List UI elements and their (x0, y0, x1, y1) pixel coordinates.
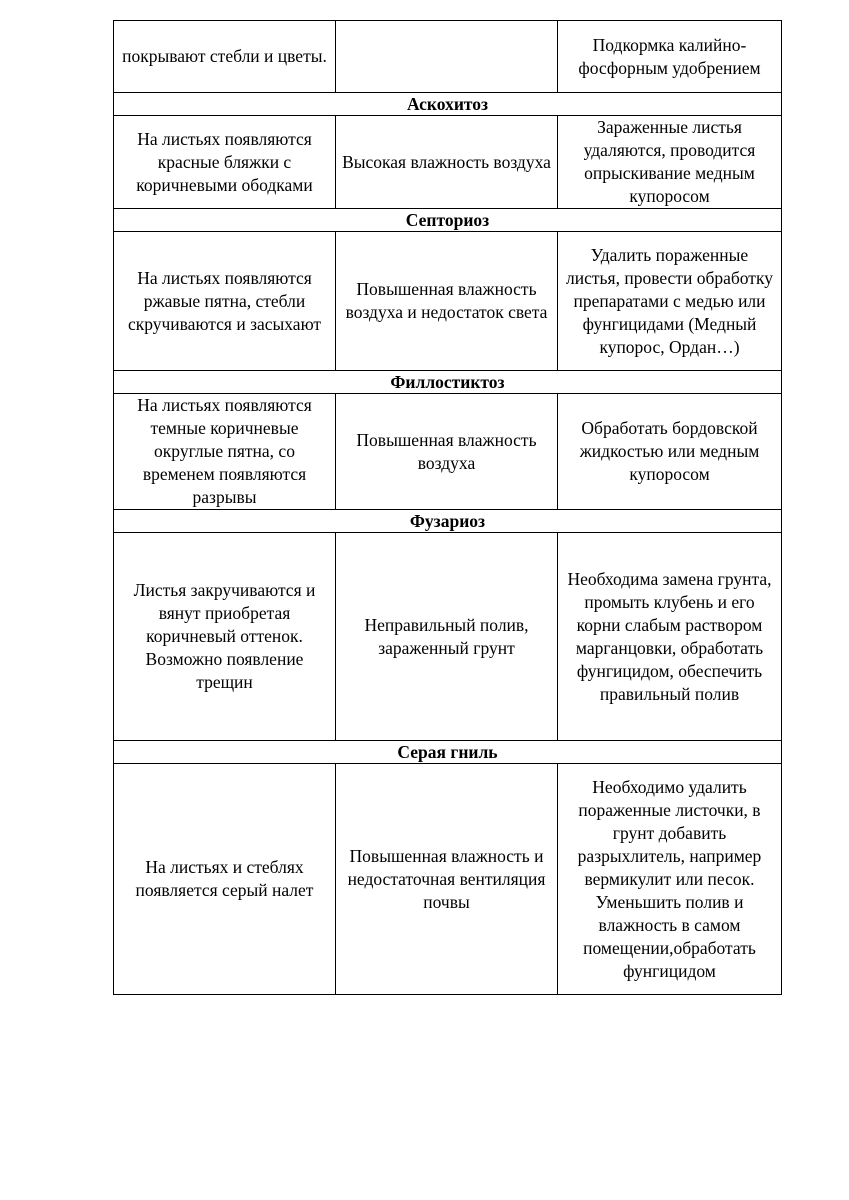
symptoms-cell: На листьях и стеблях появляется серый налет (114, 764, 336, 995)
treatment-cell: Необходимо удалить пораженные листочки, в грунт добавить разрыхлитель, например вермикулит или песок. Уменьшить полив и влажность в самом помещении,обработать фунгицидом (558, 764, 782, 995)
causes-cell: Повышенная влажность воздуха и недостаток света (336, 232, 558, 371)
disease-heading-row (114, 510, 782, 533)
causes-cell: Высокая влажность воздуха (336, 116, 558, 209)
treatment-cell: Необходима замена грунта, промыть клубень и его корни слабым раствором марганцовки, обработать фунгицидом, обеспечить правильный полив (558, 533, 782, 741)
table-row-continuation (114, 21, 782, 93)
disease-name: Септориоз (114, 209, 782, 232)
table-row (114, 116, 782, 209)
disease-name: Серая гниль (114, 741, 782, 764)
symptoms-cell: На листьях появляются темные коричневые округлые пятна, со временем появляются разрывы (114, 394, 336, 510)
table-row (114, 232, 782, 371)
symptoms-cell: покрывают стебли и цветы. (114, 21, 336, 93)
causes-cell: Повышенная влажность и недостаточная вентиляция почвы (336, 764, 558, 995)
disease-heading-row (114, 93, 782, 116)
causes-cell: Повышенная влажность воздуха (336, 394, 558, 510)
table-row (114, 764, 782, 995)
symptoms-cell: На листьях появляются красные бляжки с коричневыми ободками (114, 116, 336, 209)
disease-name: Филлостиктоз (114, 371, 782, 394)
disease-name: Аскохитоз (114, 93, 782, 116)
treatment-cell: Зараженные листья удаляются, проводится опрыскивание медным купоросом (558, 116, 782, 209)
disease-name: Фузариоз (114, 510, 782, 533)
treatment-cell: Удалить пораженные листья, провести обработку препаратами с медью или фунгицидами (Медный купорос, Ордан…) (558, 232, 782, 371)
disease-heading-row (114, 209, 782, 232)
causes-cell (336, 21, 558, 93)
disease-table (113, 20, 782, 995)
table-row (114, 533, 782, 741)
treatment-cell: Подкормка калийно-фосфорным удобрением (558, 21, 782, 93)
disease-heading-row (114, 371, 782, 394)
symptoms-cell: Листья закручиваются и вянут приобретая коричневый оттенок. Возможно появление трещин (114, 533, 336, 741)
treatment-cell: Обработать бордовской жидкостью или медным купоросом (558, 394, 782, 510)
table-row (114, 394, 782, 510)
disease-heading-row (114, 741, 782, 764)
causes-cell: Неправильный полив, зараженный грунт (336, 533, 558, 741)
symptoms-cell: На листьях появляются ржавые пятна, стебли скручиваются и засыхают (114, 232, 336, 371)
